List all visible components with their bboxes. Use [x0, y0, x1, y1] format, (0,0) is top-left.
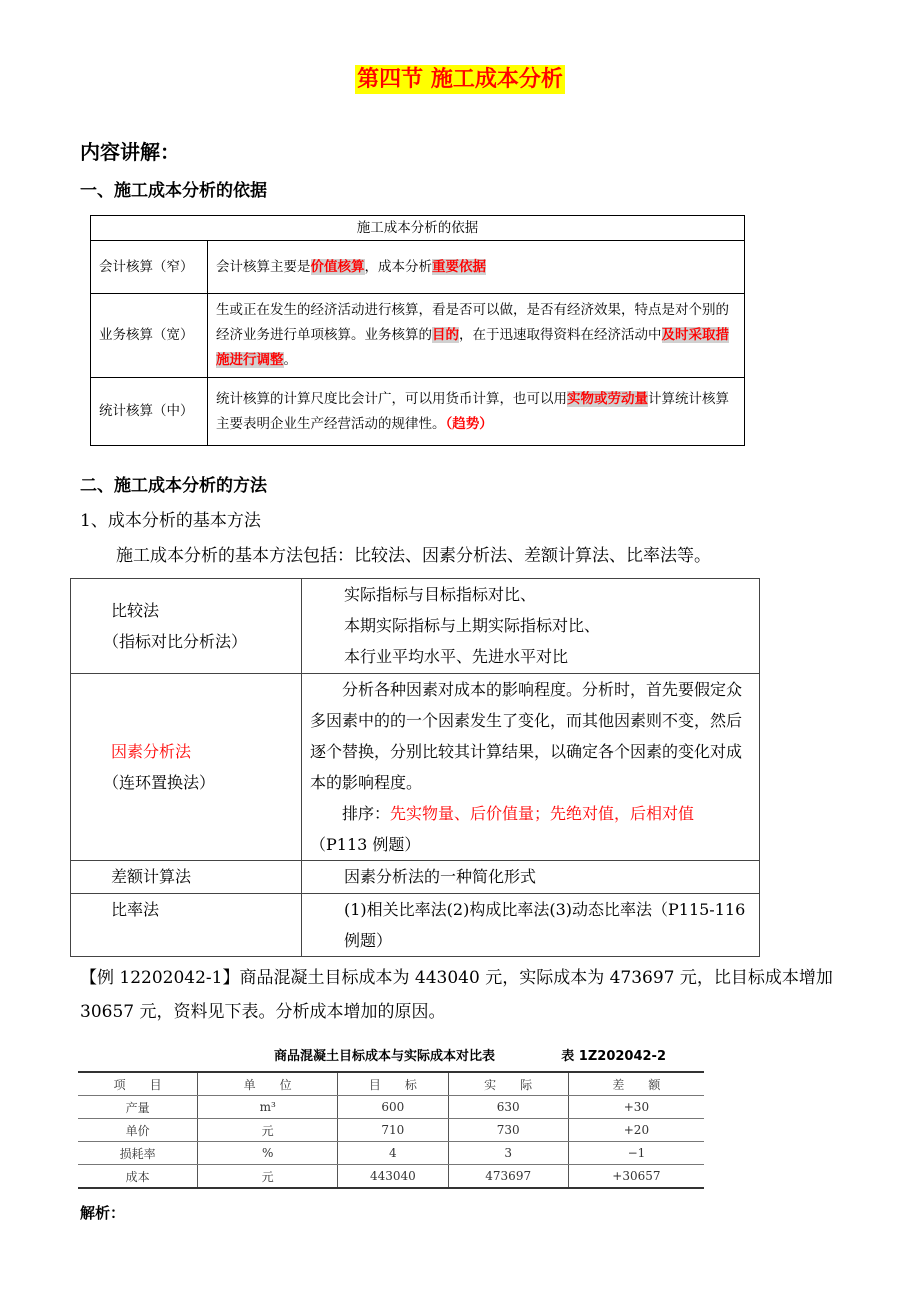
method-desc: (1)相关比率法(2)构成比率法(3)动态比率法（P115-116 例题） [302, 894, 760, 957]
text-run: 生或正在发生的经济活动进行核算，看是否可以做，是否有经济效果，特点是对个别的经济业务进行单项核算。业务核算的 [216, 302, 729, 343]
text-run: 。 [283, 352, 297, 368]
comparison-table [78, 1071, 704, 1189]
red-note: （趋势） [445, 415, 493, 432]
table-cell: 产量 [78, 1096, 198, 1119]
column-header: 目 标 [338, 1072, 448, 1096]
text-run: 会计核算主要是 [216, 258, 311, 275]
method-name: 比率法 [71, 894, 302, 957]
method-desc [302, 579, 760, 674]
basis-table [90, 215, 745, 446]
content-heading: 内容讲解： [80, 140, 180, 164]
analysis-label: 解析： [80, 1204, 126, 1222]
highlighted-term: 价值核算 [310, 258, 365, 275]
column-header: 单 位 [198, 1072, 338, 1096]
highlighted-term: 重要依据 [432, 258, 486, 275]
section2-heading: 二、施工成本分析的方法 [80, 476, 267, 496]
methods-table [70, 578, 760, 957]
basis-table-header: 施工成本分析的依据 [91, 216, 745, 241]
desc-line: 本期实际指标与上期实际指标对比、 [344, 616, 601, 635]
basis-label: 统计核算（中） [91, 378, 208, 446]
method-name-cell [71, 674, 302, 861]
table-cell: % [198, 1142, 338, 1165]
method-desc [302, 674, 760, 861]
section1-heading: 一、施工成本分析的依据 [80, 181, 267, 201]
comparison-caption: 商品混凝土目标成本与实际成本对比表 [274, 1049, 496, 1064]
method-alias: （连环置换法） [103, 773, 216, 792]
text-run: 统计核算的计算尺度比会计广，可以用货币计算，也可以用 [216, 390, 567, 407]
desc-line: 本行业平均水平、先进水平对比 [344, 647, 569, 666]
column-header: 实 际 [448, 1072, 568, 1096]
table-cell: 元 [198, 1119, 338, 1142]
method-name: 差额计算法 [71, 861, 302, 894]
table-cell: 3 [448, 1142, 568, 1165]
highlighted-term: 实物或劳动量 [567, 390, 648, 407]
basis-desc [208, 294, 745, 378]
column-header: 差 额 [568, 1072, 704, 1096]
highlighted-term: 目的 [432, 327, 459, 343]
page-title: 第四节 施工成本分析 [357, 67, 563, 92]
comparison-table-image [78, 1047, 706, 1189]
example-text: 【例 12202042-1】商品混凝土目标成本为 443040 元，实际成本为 473697 元，比目标成本增加 30657 元，资料见下表。分析成本增加的原因。 [80, 968, 833, 1022]
table-cell: +30 [568, 1096, 704, 1119]
table-cell: 443040 [338, 1165, 448, 1189]
basis-desc [208, 241, 745, 294]
table-cell: 710 [338, 1119, 448, 1142]
table-cell: +30657 [568, 1165, 704, 1189]
table-row [78, 1119, 704, 1142]
table-cell: −1 [568, 1142, 704, 1165]
method-desc: 因素分析法的一种简化形式 [302, 861, 760, 894]
subheading-basic-methods: 1、成本分析的基本方法 [80, 511, 261, 531]
table-cell: 600 [338, 1096, 448, 1119]
table-cell: 4 [338, 1142, 448, 1165]
basis-label: 会计核算（窄） [91, 241, 208, 294]
method-name: 因素分析法 [111, 742, 192, 761]
method-name-cell [71, 579, 302, 674]
column-header: 项 目 [78, 1072, 198, 1096]
text-run: ，在于迅速取得资料在经济活动中 [459, 327, 662, 343]
method-alias: （指标对比分析法） [103, 632, 248, 651]
highlighted-term: 及时采取措施进行调整 [216, 327, 729, 368]
basis-desc [208, 378, 745, 446]
table-cell: 单价 [78, 1119, 198, 1142]
basis-label: 业务核算（宽） [91, 294, 208, 378]
table-number: 表 1Z202042-2 [561, 1049, 666, 1064]
table-cell: 损耗率 [78, 1142, 198, 1165]
table-cell: 元 [198, 1165, 338, 1189]
methods-intro: 施工成本分析的基本方法包括：比较法、因素分析法、差额计算法、比率法等。 [116, 546, 711, 566]
desc-line: 实际指标与目标指标对比、 [344, 585, 537, 604]
table-row [78, 1165, 704, 1189]
table-cell: +20 [568, 1119, 704, 1142]
table-cell: 473697 [448, 1165, 568, 1189]
table-row [78, 1142, 704, 1165]
table-header-row [78, 1072, 704, 1096]
text-run: 计算统计核算主要表明企业生产经营活动的规律性。 [216, 390, 729, 432]
table-cell: 成本 [78, 1165, 198, 1189]
table-cell: m³ [198, 1096, 338, 1119]
text-run: ，成本分析 [364, 258, 432, 275]
table-cell: 630 [448, 1096, 568, 1119]
method-name: 比较法 [111, 601, 160, 620]
order-line: 排序：先实物量、后价值量；先绝对值，后相对值（P113 例题） [310, 804, 695, 854]
desc-text: 分析各种因素对成本的影响程度。分析时，首先要假定众多因素中的的一个因素发生了变化，而其他因素则不变，然后逐个替换，分别比较其计算结果，以确定各个因素的变化对成本的影响程度。 [310, 680, 743, 792]
table-cell: 730 [448, 1119, 568, 1142]
table-row [78, 1096, 704, 1119]
